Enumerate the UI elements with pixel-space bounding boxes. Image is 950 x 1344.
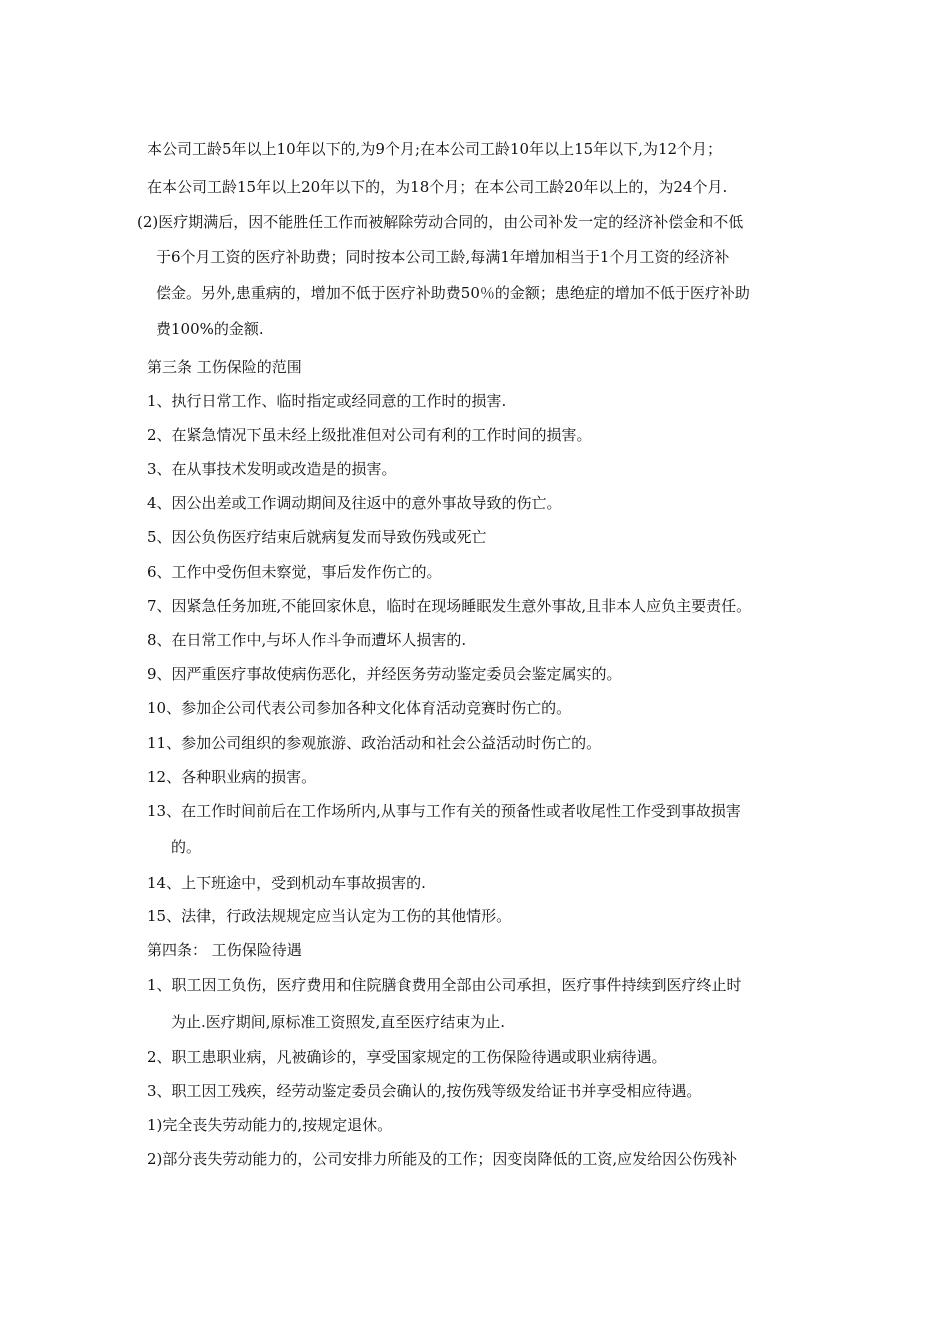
text-line: 于6个月工资的医疗补助费；同时按本公司工龄,每满1年增加相当于1个月工资的经济补 [156, 248, 730, 266]
list-item: 2)部分丧失劳动能力的，公司安排力所能及的工作；因变岗降低的工资,应发给因公伤残补 [147, 1150, 738, 1168]
section-heading: 第四条： 工伤保险待遇 [147, 941, 302, 959]
list-item: 8、在日常工作中,与坏人作斗争而遭坏人损害的. [147, 631, 467, 649]
list-item: 4、因公出差或工作调动期间及往返中的意外事故导致的伤亡。 [147, 494, 562, 512]
list-item: 2、在紧急情况下虽未经上级批准但对公司有利的工作时间的损害。 [147, 426, 592, 444]
list-item: 14、上下班途中，受到机动车事故损害的. [147, 874, 426, 892]
text-line: 本公司工龄5年以上10年以下的,为9个月;在本公司工龄10年以上15年以下,为12个月； [147, 140, 723, 158]
text-line: 费100%的金额. [156, 320, 264, 338]
list-item-continuation: 的。 [171, 838, 202, 856]
list-item: 2、职工患职业病，凡被确诊的，享受国家规定的工伤保险待遇或职业病待遇。 [147, 1048, 667, 1066]
list-item: 1、职工因工负伤，医疗费用和住院膳食费用全部由公司承担，医疗事件持续到医疗终止时 [147, 976, 742, 994]
list-item: 3、在从事技术发明或改造是的损害。 [147, 460, 397, 478]
list-item: 15、法律，行政法规规定应当认定为工伤的其他情形。 [147, 907, 512, 925]
list-item: 9、因严重医疗事故使病伤恶化，并经医务劳动鉴定委员会鉴定属实的。 [147, 665, 622, 683]
list-item: 5、因公负伤医疗结束后就病复发而导致伤残或死亡 [147, 528, 487, 546]
list-item: 11、参加公司组织的参观旅游、政治活动和社会公益活动时伤亡的。 [147, 734, 602, 752]
list-item: 3、职工因工残疾，经劳动鉴定委员会确认的,按伤残等级发给证书并享受相应待遇。 [147, 1082, 702, 1100]
list-item: 10、参加企公司代表公司参加各种文化体育活动竞赛时伤亡的。 [147, 699, 572, 717]
text-line: 偿金。另外,患重病的，增加不低于医疗补助费50％的金额；患绝症的增加不低于医疗补助 [156, 284, 750, 302]
section-heading: 第三条 工伤保险的范围 [147, 358, 302, 376]
list-item-continuation: 为止.医疗期间,原标准工资照发,直至医疗结束为止. [171, 1013, 506, 1031]
list-item: 6、工作中受伤但未察觉，事后发作伤亡的。 [147, 563, 442, 581]
list-item: 12、各种职业病的损害。 [147, 768, 317, 786]
text-line: (2)医疗期满后，因不能胜任工作而被解除劳动合同的，由公司补发一定的经济补偿金和不低 [137, 213, 744, 231]
list-item: 1、执行日常工作、临时指定或经同意的工作时的损害. [147, 392, 507, 410]
text-line: 在本公司工龄15年以上20年以下的，为18个月；在本公司工龄20年以上的，为24个月. [147, 178, 728, 196]
list-item: 7、因紧急任务加班,不能回家休息，临时在现场睡眠发生意外事故,且非本人应负主要责任。 [147, 597, 752, 615]
list-item: 13、在工作时间前后在工作场所内,从事与工作有关的预备性或者收尾性工作受到事故损害 [147, 802, 741, 820]
list-item: 1)完全丧失劳动能力的,按规定退休。 [147, 1116, 393, 1134]
